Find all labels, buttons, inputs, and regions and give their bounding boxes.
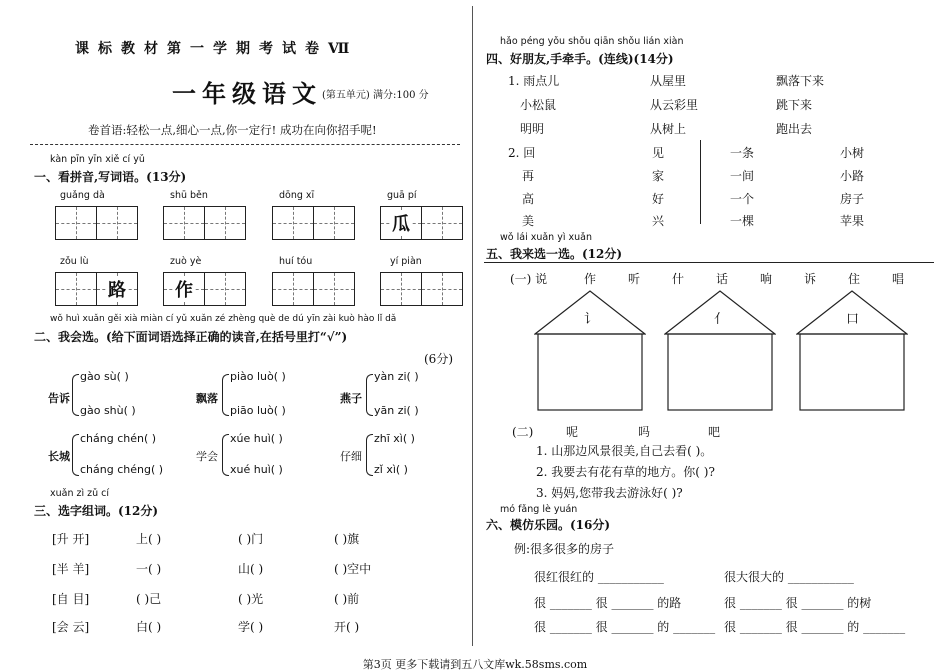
match-item[interactable]: 一条 xyxy=(730,146,755,160)
char-cell[interactable] xyxy=(205,207,245,239)
blank[interactable]: 白( ) xyxy=(136,620,162,634)
pinyin-label: yí piàn xyxy=(390,256,422,267)
char-grid[interactable] xyxy=(380,206,463,240)
blank[interactable]: 上( ) xyxy=(136,532,162,546)
pinyin-label: guǎng dà xyxy=(60,190,105,201)
match-item[interactable]: 高 xyxy=(522,192,535,206)
bank-char[interactable]: 作 xyxy=(584,272,597,286)
char-cell[interactable]: 瓜 xyxy=(381,207,422,239)
house-box[interactable] xyxy=(664,290,776,412)
bank-char[interactable]: 听 xyxy=(628,272,641,286)
s5-pinyin: wǒ lái xuǎn yì xuǎn xyxy=(500,232,592,243)
imitation-blank[interactable]: 很红很红的 ___________ xyxy=(534,570,664,584)
brace xyxy=(366,374,373,416)
blank[interactable]: 学( ) xyxy=(238,620,264,634)
match-item[interactable]: 明明 xyxy=(520,122,545,136)
char-pair: [升 开] xyxy=(52,532,90,546)
roof-radical: 讠 xyxy=(584,312,598,327)
char-grid[interactable] xyxy=(55,272,138,306)
roof-radical: 亻 xyxy=(714,312,728,327)
char-grid[interactable] xyxy=(163,272,246,306)
char-cell[interactable] xyxy=(273,207,314,239)
choice-option[interactable]: xúe huì( ) xyxy=(230,432,283,445)
match-item[interactable]: 从树上 xyxy=(650,122,687,136)
match-item[interactable]: 一个 xyxy=(730,192,755,206)
house-box[interactable] xyxy=(796,290,908,412)
series-title: 课标教材第一学期考试卷Ⅶ xyxy=(75,41,359,57)
match-item[interactable]: 见 xyxy=(652,146,665,160)
char-grid[interactable] xyxy=(272,272,355,306)
blank[interactable]: ( )己 xyxy=(136,592,162,606)
blank[interactable]: ( )门 xyxy=(238,532,264,546)
bank-char[interactable]: 唱 xyxy=(892,272,905,286)
brace xyxy=(72,434,79,476)
imitation-blank[interactable]: 很 _______ 很 _______ 的 _______ xyxy=(534,620,716,634)
choice-word: 飘落 xyxy=(196,392,218,405)
char-cell[interactable] xyxy=(164,207,205,239)
match-item[interactable]: 从屋里 xyxy=(650,74,687,88)
choice-option[interactable]: xué huì( ) xyxy=(230,463,283,476)
char-cell[interactable] xyxy=(273,273,314,305)
match-item[interactable]: 一间 xyxy=(730,169,755,183)
match-item[interactable]: 美 xyxy=(522,214,535,228)
page-title: 一年级语文 xyxy=(172,79,322,108)
header-divider xyxy=(30,144,460,145)
char-cell[interactable] xyxy=(56,273,97,305)
brace xyxy=(222,374,229,416)
choice-option[interactable]: piāo luò( ) xyxy=(230,404,286,417)
char-grid[interactable] xyxy=(272,206,355,240)
fill-sentence[interactable]: 1. 山那边风景很美,自己去看( )。 xyxy=(536,444,713,458)
s1-pinyin: kàn pīn yīn xiě cí yǔ xyxy=(50,154,145,165)
pinyin-label: shū běn xyxy=(170,190,208,201)
pinyin-label: huí tóu xyxy=(279,256,313,267)
page-subtitle: (第五单元) 满分:100 分 xyxy=(322,90,429,101)
match-item[interactable]: 2. 回 xyxy=(508,146,536,160)
column-divider xyxy=(472,6,473,646)
choice-option[interactable]: cháng chéng( ) xyxy=(80,463,164,476)
brace xyxy=(366,434,373,476)
vertical-rule xyxy=(700,140,701,224)
choice-option[interactable]: yān zi( ) xyxy=(374,404,419,417)
char-grid[interactable] xyxy=(163,206,246,240)
imitation-blank[interactable]: 很 _______ 很 _______ 的 _______ xyxy=(724,620,906,634)
s5-rule xyxy=(484,262,934,263)
bank-char[interactable]: 吧 xyxy=(708,425,721,439)
choice-word: 燕子 xyxy=(340,392,362,405)
char-cell[interactable] xyxy=(314,273,354,305)
char-cell[interactable] xyxy=(422,273,462,305)
match-item[interactable]: 跳下来 xyxy=(776,98,813,112)
char-cell[interactable]: 路 xyxy=(97,273,137,305)
match-item[interactable]: 好 xyxy=(652,192,665,206)
choice-option[interactable]: gào sù( ) xyxy=(80,370,129,383)
blank[interactable]: ( )光 xyxy=(238,592,264,606)
bank-char[interactable]: 响 xyxy=(760,272,773,286)
char-cell[interactable] xyxy=(205,273,245,305)
roof-radical: 口 xyxy=(846,312,860,327)
s2-pinyin: wǒ huì xuǎn gěi xià miàn cí yǔ xuǎn zé zhèng què de dú yīn zài kuò hào lǐ dǎ xyxy=(50,314,397,324)
match-item[interactable]: 一棵 xyxy=(730,214,755,228)
blank[interactable]: 开( ) xyxy=(334,620,360,634)
char-grid[interactable] xyxy=(380,272,463,306)
page-footer: 第3页 更多下载请到五八文库wk.58sms.com xyxy=(362,658,588,671)
match-item[interactable]: 兴 xyxy=(652,214,665,228)
choice-option[interactable]: cháng chén( ) xyxy=(80,432,157,445)
match-item[interactable]: 小松鼠 xyxy=(520,98,557,112)
char-pair: [半 羊] xyxy=(52,562,90,576)
match-item[interactable]: 房子 xyxy=(840,192,865,206)
s4-pinyin: hǎo péng yǒu shǒu qiān shǒu lián xiàn xyxy=(500,36,684,47)
char-cell[interactable] xyxy=(381,273,422,305)
s5-part1-label: (一) 说 xyxy=(510,272,548,286)
blank[interactable]: 山( ) xyxy=(238,562,264,576)
brace xyxy=(222,434,229,476)
match-item[interactable]: 再 xyxy=(522,169,535,183)
imitation-blank[interactable]: 很大很大的 ___________ xyxy=(724,570,854,584)
char-cell[interactable]: 作 xyxy=(164,273,205,305)
choice-option[interactable]: gào shù( ) xyxy=(80,404,136,417)
choice-word: 仔细 xyxy=(340,450,362,463)
s4-title: 四、好朋友,手牵手。(连线)(14分) xyxy=(486,52,674,66)
bank-char[interactable]: 什 xyxy=(672,272,685,286)
char-cell[interactable] xyxy=(97,207,137,239)
brace xyxy=(72,374,79,416)
pinyin-label: zuò yè xyxy=(170,256,202,267)
s6-pinyin: mó fǎng lè yuán xyxy=(500,504,578,515)
choice-option[interactable]: zhī xì( ) xyxy=(374,432,415,445)
imitation-blank[interactable]: 很 _______ 很 _______ 的树 xyxy=(724,596,872,610)
char-cell[interactable] xyxy=(314,207,354,239)
match-item[interactable]: 苹果 xyxy=(840,214,865,228)
match-item[interactable]: 家 xyxy=(652,169,665,183)
fill-sentence[interactable]: 3. 妈妈,您带我去游泳好( )? xyxy=(536,486,683,500)
match-item[interactable]: 小路 xyxy=(840,169,865,183)
s5-title: 五、我来选一选。(12分) xyxy=(486,247,623,261)
house-box[interactable] xyxy=(534,290,646,412)
choice-option[interactable]: yàn zi( ) xyxy=(374,370,419,383)
bank-char[interactable]: 话 xyxy=(716,272,729,286)
motto: 卷首语:轻松一点,细心一点,你一定行! 成功在向你招手呢! xyxy=(88,123,377,137)
char-pair: [自 目] xyxy=(52,592,90,606)
char-grid[interactable] xyxy=(55,206,138,240)
choice-option[interactable]: piào luò( ) xyxy=(230,370,286,383)
match-item[interactable]: 从云彩里 xyxy=(650,98,699,112)
bank-char[interactable]: 呢 xyxy=(566,425,579,439)
imitation-blank[interactable]: 很 _______ 很 _______ 的路 xyxy=(534,596,682,610)
pinyin-label: zǒu lù xyxy=(60,256,89,267)
s6-title: 六、模仿乐园。(16分) xyxy=(486,518,611,532)
choice-option[interactable]: zǐ xì( ) xyxy=(374,463,408,476)
match-item[interactable]: 1. 雨点儿 xyxy=(508,74,560,88)
match-item[interactable]: 跑出去 xyxy=(776,122,813,136)
match-item[interactable]: 小树 xyxy=(840,146,865,160)
s3-pinyin: xuǎn zì zǔ cí xyxy=(50,488,110,499)
pinyin-label: guā pí xyxy=(387,190,417,201)
blank[interactable]: ( )旗 xyxy=(334,532,360,546)
s1-title: 一、看拼音,写词语。(13分) xyxy=(34,170,187,184)
blank[interactable]: 一( ) xyxy=(136,562,162,576)
choice-word: 学会 xyxy=(196,450,218,463)
char-pair: [会 云] xyxy=(52,620,90,634)
bank-char[interactable]: 吗 xyxy=(638,425,651,439)
s5-part2-label: (二) xyxy=(512,425,534,439)
example-text: 例:很多很多的房子 xyxy=(514,542,615,556)
char-cell[interactable] xyxy=(422,207,462,239)
fill-sentence[interactable]: 2. 我要去有花有草的地方。你( )? xyxy=(536,465,715,479)
s3-title: 三、选字组词。(12分) xyxy=(34,504,159,518)
bank-char[interactable]: 住 xyxy=(848,272,861,286)
char-cell[interactable] xyxy=(56,207,97,239)
s2-title: 二、我会选。(给下面词语选择正确的读音,在括号里打“√”) xyxy=(34,330,348,344)
s2-score: (6分) xyxy=(424,352,453,366)
blank[interactable]: ( )前 xyxy=(334,592,360,606)
choice-word: 告诉 xyxy=(48,392,70,405)
blank[interactable]: ( )空中 xyxy=(334,562,372,576)
match-item[interactable]: 飘落下来 xyxy=(776,74,825,88)
choice-word: 长城 xyxy=(48,450,70,463)
bank-char[interactable]: 诉 xyxy=(804,272,817,286)
pinyin-label: dōng xī xyxy=(279,190,315,201)
